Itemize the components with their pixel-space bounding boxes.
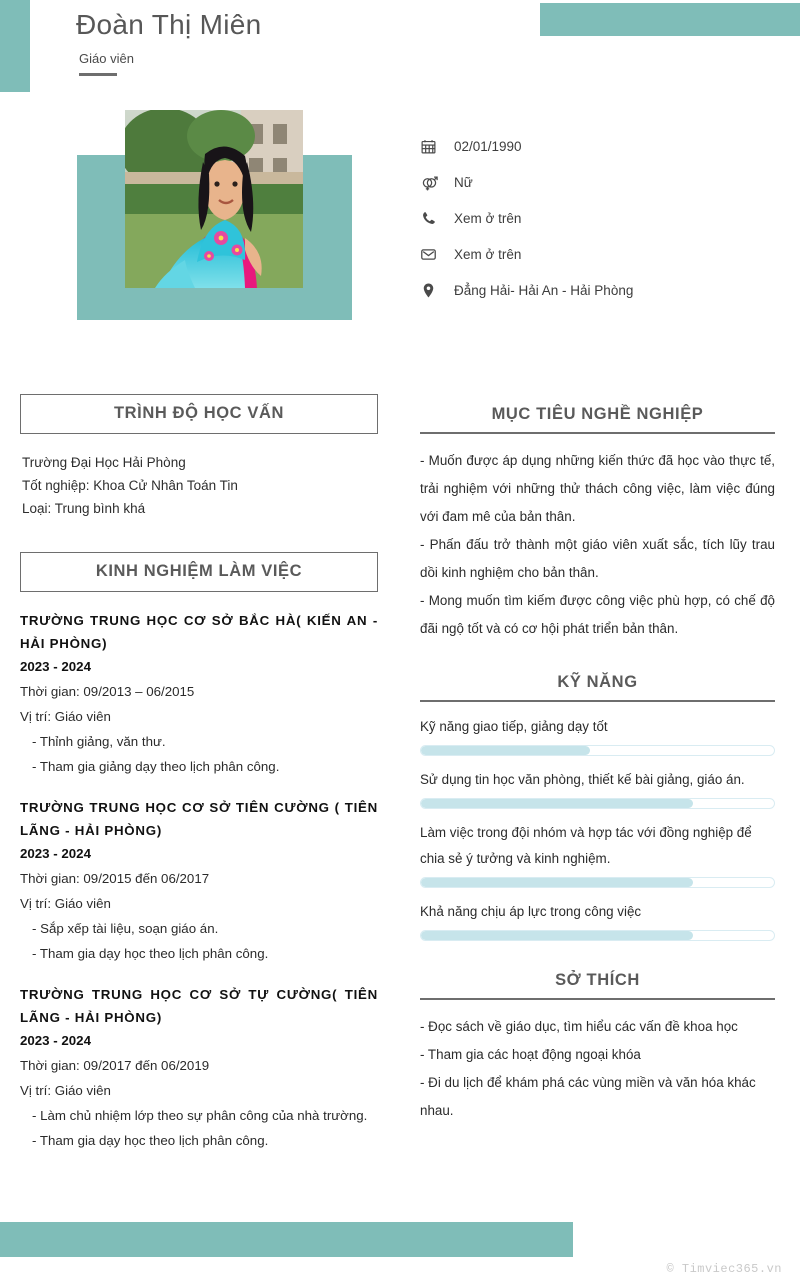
photo-area: [77, 155, 352, 320]
hobby-item: - Đi du lịch để khám phá các vùng miền và văn hóa khác nhau.: [420, 1075, 756, 1118]
experience-company: TRƯỜNG TRUNG HỌC CƠ SỞ TỰ CƯỜNG( TIÊN LÃNG - HẢI PHÒNG): [20, 987, 378, 1025]
envelope-icon: [420, 246, 454, 263]
skill-progress-fill: [421, 878, 693, 887]
location-pin-icon: [420, 282, 454, 299]
experience-bullet: - Tham gia dạy học theo lịch phân công.: [32, 946, 269, 961]
contact-list: [420, 128, 790, 308]
education-heading: TRÌNH ĐỘ HỌC VẤN: [20, 394, 378, 434]
objective-paragraph: - Mong muốn tìm kiếm được công việc phù hợp, có chế độ đãi ngộ tốt và có cơ hội phát triển bản thân.: [420, 593, 775, 636]
experience-bullet: - Sắp xếp tài liệu, soạn giáo án.: [32, 921, 219, 936]
skills-list: [420, 714, 775, 941]
education-line: Tốt nghiệp: Khoa Cử Nhân Toán Tin: [22, 478, 238, 493]
skill-item: [420, 714, 775, 756]
experience-position: Vị trí: Giáo viên: [20, 709, 111, 724]
skill-progress-fill: [421, 799, 693, 808]
education-line: Trường Đại Học Hải Phòng: [22, 455, 186, 470]
decor-block-bottom: [0, 1222, 573, 1257]
skill-item: [420, 767, 775, 809]
skill-item: [420, 899, 775, 941]
contact-email: Xem ở trên: [454, 246, 522, 262]
candidate-name: Đoàn Thị Miên: [76, 9, 262, 40]
experience-entry: [20, 983, 378, 1153]
experience-position: Vị trí: Giáo viên: [20, 1083, 111, 1098]
objective-paragraph: - Phấn đấu trở thành một giáo viên xuất sắc, tích lũy trau dồi kinh nghiệm cho bản thân.: [420, 537, 775, 580]
phone-icon: [420, 210, 454, 227]
decor-block-top-left: [0, 0, 30, 92]
experience-bullet: - Tham gia dạy học theo lịch phân công.: [32, 1133, 269, 1148]
experience-bullet: - Làm chủ nhiệm lớp theo sự phân công của nhà trường.: [32, 1108, 368, 1123]
experience-years: 2023 - 2024: [20, 1033, 91, 1048]
experience-company: TRƯỜNG TRUNG HỌC CƠ SỞ TIÊN CƯỜNG ( TIÊN LÃNG - HẢI PHÒNG): [20, 800, 378, 838]
skill-name: Kỹ năng giao tiếp, giảng dạy tốt: [420, 719, 608, 734]
contact-row-gender: [420, 164, 790, 200]
experience-period: Thời gian: 09/2017 đến 06/2019: [20, 1058, 210, 1073]
decor-block-top-right: [540, 3, 800, 36]
skill-progress-fill: [421, 931, 693, 940]
contact-address: Đẳng Hải- Hải An - Hải Phòng: [454, 282, 634, 298]
footer-credit: © Timviec365.vn: [666, 1262, 782, 1276]
objective-paragraph: - Muốn được áp dụng những kiến thức đã học vào thực tế, trải nghiệm với những thử thách công việc, làm việc đúng với đam mê của bản thân.: [420, 453, 775, 524]
title-underline: [79, 73, 117, 76]
skill-name: Sử dụng tin học văn phòng, thiết kế bài giảng, giáo án.: [420, 772, 745, 787]
contact-row-address: [420, 272, 790, 308]
skill-name: Khả năng chịu áp lực trong công việc: [420, 904, 642, 919]
contact-birthdate: 02/01/1990: [454, 138, 522, 154]
education-line: Loại: Trung bình khá: [22, 501, 146, 516]
gender-icon: [420, 173, 454, 192]
skill-name: Làm việc trong đội nhóm và hợp tác với đồng nghiệp để chia sẻ ý tưởng và kinh nghiệm.: [420, 825, 752, 866]
skill-progress-fill: [421, 746, 590, 755]
contact-row-phone: [420, 200, 790, 236]
experience-position: Vị trí: Giáo viên: [20, 896, 111, 911]
skill-progress-bar: [420, 930, 775, 941]
experience-bullet: - Thỉnh giảng, văn thư.: [32, 734, 166, 749]
experience-years: 2023 - 2024: [20, 846, 91, 861]
experience-entry: [20, 796, 378, 966]
experience-entry: [20, 609, 378, 779]
hobby-item: - Đọc sách về giáo dục, tìm hiểu các vấn đề khoa học: [420, 1019, 738, 1034]
calendar-icon: [420, 138, 454, 155]
candidate-photo: [125, 110, 303, 288]
contact-gender: Nữ: [454, 174, 473, 190]
objective-heading: MỤC TIÊU NGHỀ NGHIỆP: [420, 405, 775, 434]
left-column: [20, 394, 378, 1153]
experience-period: Thời gian: 09/2015 đến 06/2017: [20, 871, 210, 886]
skill-progress-bar: [420, 877, 775, 888]
hobby-item: - Tham gia các hoạt động ngoại khóa: [420, 1047, 641, 1062]
experience-period: Thời gian: 09/2013 – 06/2015: [20, 684, 195, 699]
education-body: [22, 451, 378, 520]
hobbies-list: [420, 1013, 775, 1125]
skill-progress-bar: [420, 798, 775, 809]
experience-bullet: - Tham gia giảng dạy theo lịch phân công.: [32, 759, 280, 774]
right-column: [420, 405, 775, 1125]
contact-phone: Xem ở trên: [454, 210, 522, 226]
skill-item: [420, 820, 775, 888]
hobbies-heading: SỞ THÍCH: [420, 971, 775, 1000]
experience-years: 2023 - 2024: [20, 659, 91, 674]
candidate-job-title: Giáo viên: [79, 50, 134, 66]
objective-body: [420, 447, 775, 643]
experience-company: TRƯỜNG TRUNG HỌC CƠ SỞ BẮC HÀ( KIẾN AN - HẢI PHÒNG): [20, 613, 378, 651]
skill-progress-bar: [420, 745, 775, 756]
experience-heading: KINH NGHIỆM LÀM VIỆC: [20, 552, 378, 592]
contact-row-email: [420, 236, 790, 272]
contact-row-birthdate: [420, 128, 790, 164]
header: [76, 8, 546, 76]
skills-heading: KỸ NĂNG: [420, 673, 775, 702]
